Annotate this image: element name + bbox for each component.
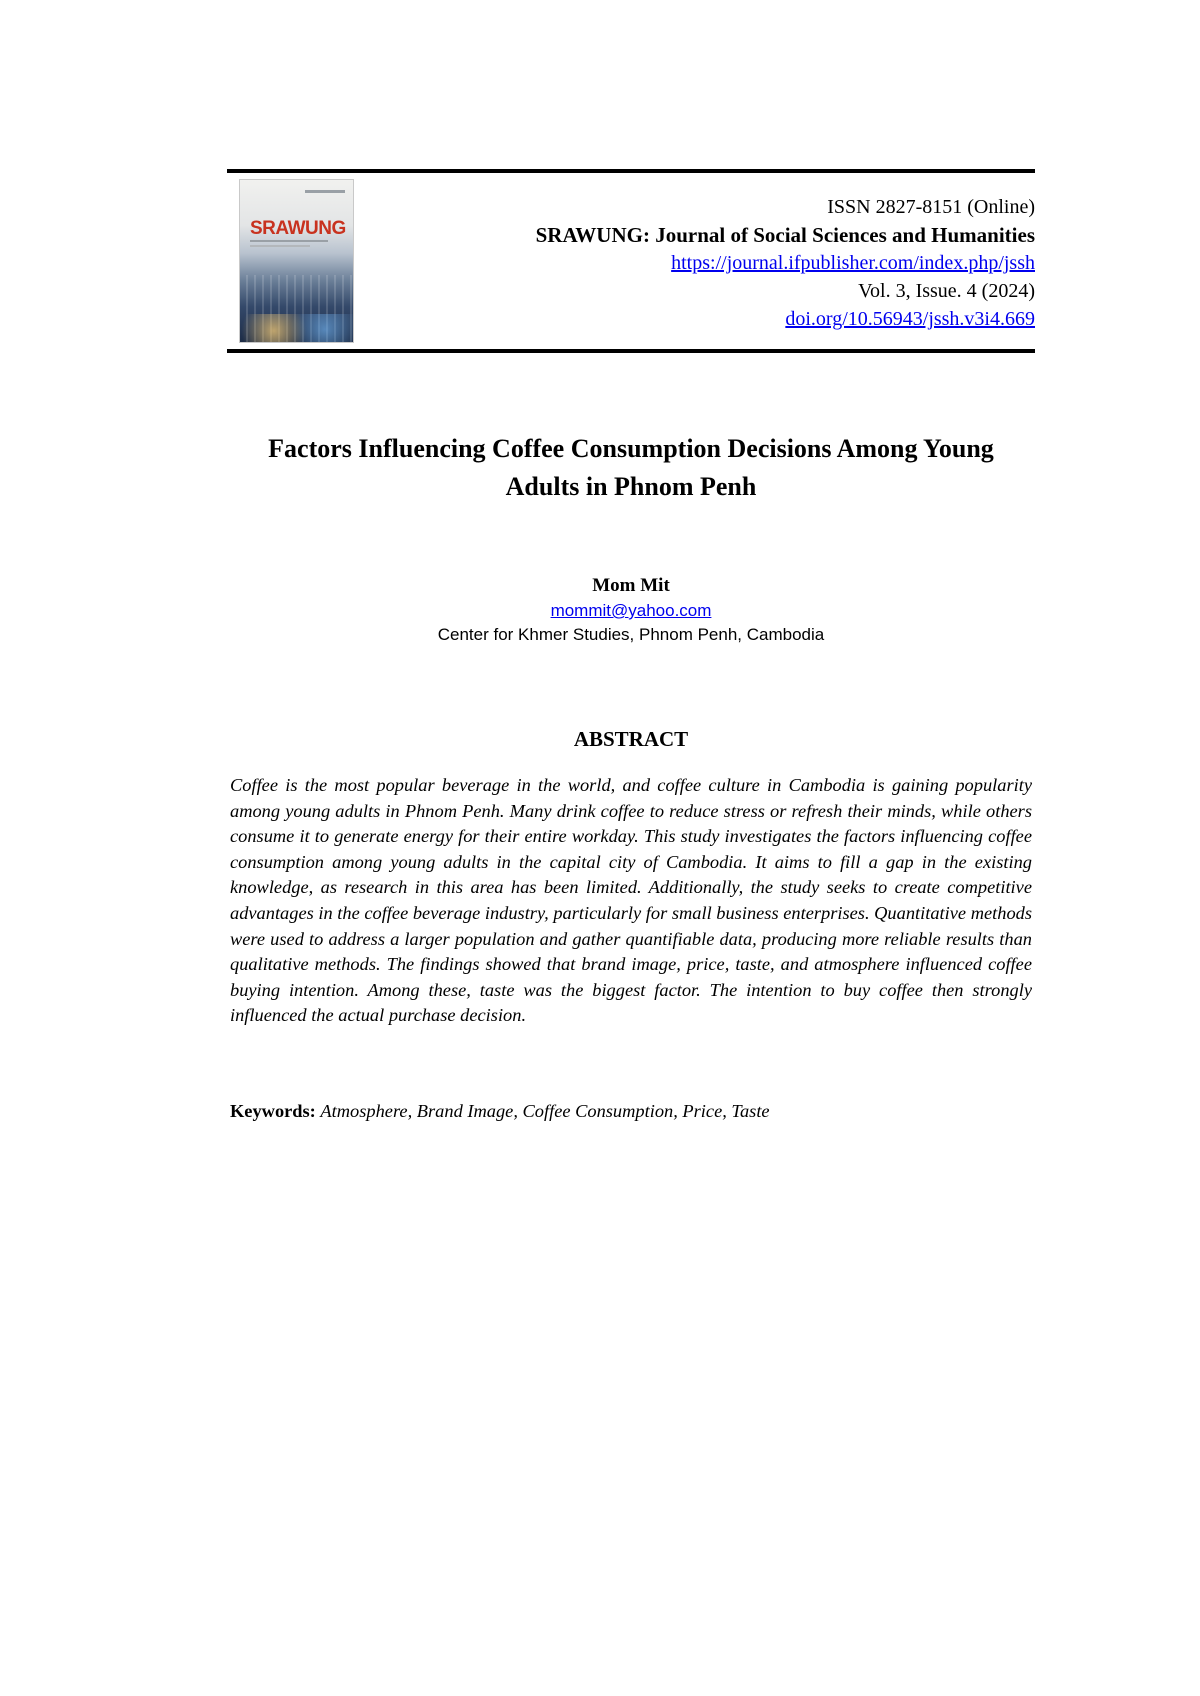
keywords-label: Keywords: — [230, 1101, 316, 1121]
journal-header-info — [536, 193, 1035, 333]
cover-brand-text: SRAWUNG — [250, 218, 346, 239]
author-affiliation: Center for Khmer Studies, Phnom Penh, Cambodia — [437, 625, 825, 644]
journal-cover-image — [240, 180, 353, 342]
author-block — [227, 573, 1035, 647]
abstract-heading: ABSTRACT — [573, 727, 689, 751]
author-name: Mom Mit — [592, 575, 670, 596]
doi-link[interactable]: doi.org/10.56943/jssh.v3i4.669 — [785, 308, 1035, 330]
paper-title: Factors Influencing Coffee Consumption Decisions Among Young Adults in Phnom Penh — [268, 434, 994, 501]
author-email-link[interactable]: mommit@yahoo.com — [550, 601, 712, 620]
journal-url-link[interactable]: https://journal.ifpublisher.com/index.php/jssh — [671, 252, 1035, 274]
header-bottom-rule — [227, 349, 1035, 353]
abstract-text: Coffee is the most popular beverage in the world, and coffee culture in Cambodia is gaining popularity among young adults in Phnom Penh. Many drink coffee to reduce stress or refresh their minds, while others consume it to generate energy for their entire workday. This study investigates the factors influencing coffee consumption among young adults in the capital city of Cambodia. It aims to fill a gap in the existing knowledge, as research in this area has been limited. Additionally, the study seeks to create competitive advantages in the coffee beverage industry, particularly for small business enterprises. Quantitative methods were used to address a larger population and gather quantifiable data, producing more reliable results than qualitative methods. The findings showed that brand image, price, taste, and atmosphere influenced coffee buying intention. Among these, taste was the biggest factor. The intention to buy coffee then strongly influenced the actual purchase decision. — [230, 775, 1032, 1026]
journal-title: SRAWUNG: Journal of Social Sciences and Humanities — [535, 223, 1035, 247]
keywords-line — [230, 1098, 1032, 1124]
keywords-values: Atmosphere, Brand Image, Coffee Consumption, Price, Taste — [320, 1101, 770, 1121]
volume-issue: Vol. 3, Issue. 4 (2024) — [858, 280, 1035, 302]
header-top-rule — [227, 169, 1035, 173]
issn: ISSN 2827-8151 (Online) — [827, 196, 1035, 218]
